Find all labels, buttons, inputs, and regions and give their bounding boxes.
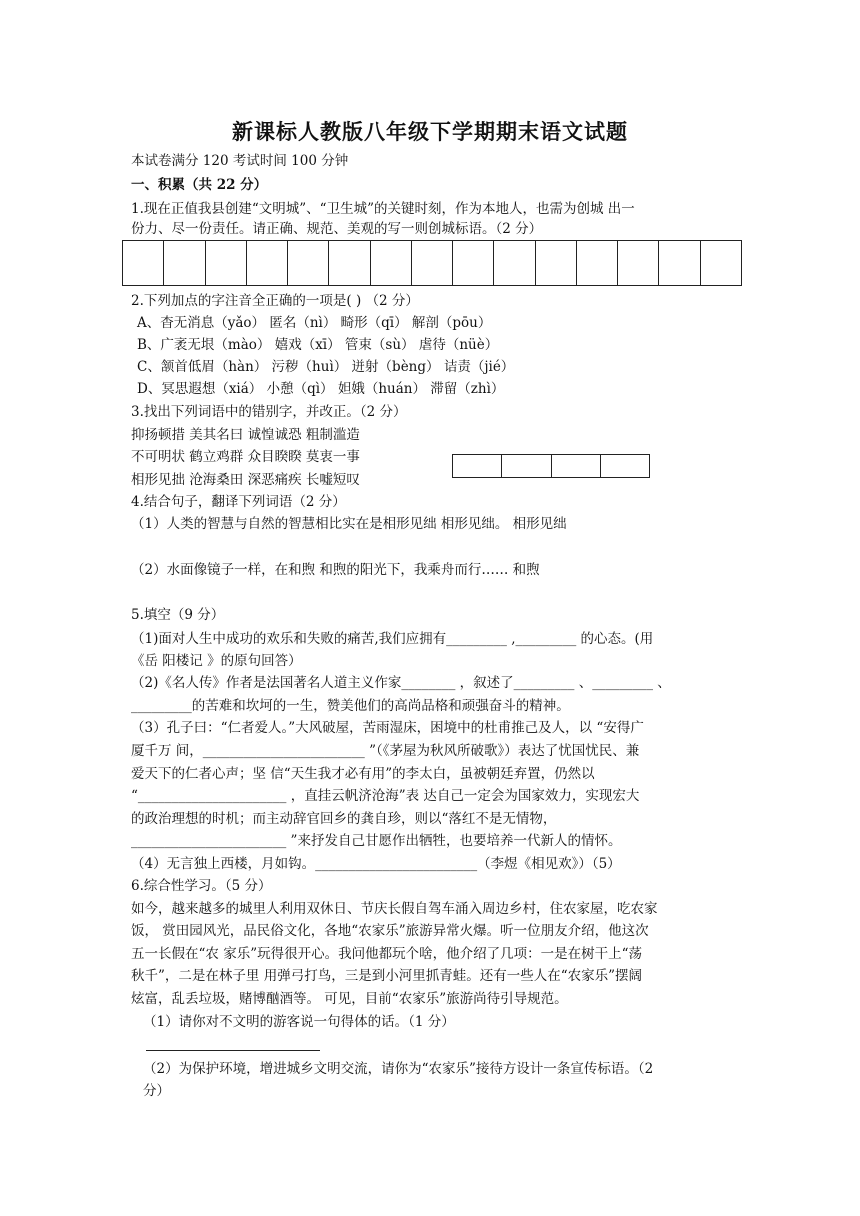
q5-part3-line2: 厦千万 间，________________________ ”（《茅屋为秋风所破歌》）表达了忧国忧民、兼 xyxy=(131,743,640,759)
q4-stem: 4.结合句子，翻译下列词语（2 分） xyxy=(131,494,346,510)
q5-part3-line5: 的政治理想的时机；而主动辞官回乡的龚自珍，则以“落红不是无情物， xyxy=(131,811,557,827)
q6-passage-line3: 五一长假在“农 家乐”玩得很开心。我问他都玩个啥，他介绍了几项：一是在树干上“荡 xyxy=(131,946,642,962)
q6-passage-line5: 炫富，乱丢垃圾，赌博酗酒等。 可见，目前“农家乐”旅游尚待引导规范。 xyxy=(131,991,568,1007)
answer-cell[interactable] xyxy=(453,455,502,478)
q2-option-d: D、冥思遐想（xiá） 小憩（qì） 妲娥（huán） 滞留（zhì） xyxy=(137,381,505,397)
q6-sub1: （1）请你对不文明的游客说一句得体的话。（1 分） xyxy=(143,1014,455,1030)
q5-part4: （4）无言独上西楼，月如钩。________________________（李煜《相见欢》）（5） xyxy=(131,856,621,872)
q6-passage-line4: 秋千”，二是在林子里 用弹弓打鸟，三是到小河里抓青蛙。还有一些人在“农家乐”摆阔 xyxy=(131,968,642,984)
slogan-answer-grid[interactable] xyxy=(122,240,742,286)
q2-option-b: B、广袤无垠（mào） 嬉戏（xī） 管束（sù） 虐待（nüè） xyxy=(137,337,499,353)
answer-cell[interactable] xyxy=(453,241,494,286)
answer-cell[interactable] xyxy=(535,241,576,286)
q5-part2-line2: _________的苦难和坎坷的一生，赞美他们的高尚品格和顽强奋斗的精神。 xyxy=(131,698,570,714)
q6-stem: 6.综合性学习。（5 分） xyxy=(131,878,272,894)
answer-line[interactable] xyxy=(146,1050,320,1051)
answer-cell[interactable] xyxy=(205,241,246,286)
q5-part3-line3: 爱天下的仁者心声；坚 信“天生我才必有用”的李太白，虽被朝廷弃置，仍然以 xyxy=(131,766,595,782)
answer-cell[interactable] xyxy=(288,241,329,286)
q2-stem: 2.下列加点的字注音全正确的一项是( ) （2 分） xyxy=(131,293,419,309)
q4-sentence-1: （1）人类的智慧与自然的智慧相比实在是相形见绌 相形见绌。 相形见绌 xyxy=(131,516,567,532)
section-heading: 一、积累（共 22 分） xyxy=(131,177,268,193)
answer-cell[interactable] xyxy=(329,241,370,286)
q5-part3-line4: “______________________ ，直挂云帆济沧海”表 达自己一定会为国家效力，实现宏大 xyxy=(131,788,640,804)
answer-cell[interactable] xyxy=(551,455,600,478)
exam-meta: 本试卷满分 120 考试时间 100 分钟 xyxy=(131,153,349,169)
answer-cell[interactable] xyxy=(618,241,659,286)
q2-option-a: A、杳无消息（yǎo） 匿名（nì） 畸形（qī） 解剖（pōu） xyxy=(137,315,492,331)
q6-passage-line1: 如今，越来越多的城里人利用双休日、节庆长假自驾车涌入周边乡村，住农家屋，吃农家 xyxy=(131,901,658,917)
q3-stem: 3.找出下列词语中的错别字，并改正。（2 分） xyxy=(131,404,407,420)
q5-part3-line6: _______________________ ”来抒发自己甘愿作出牺牲，也要培养一代新人的情怀。 xyxy=(131,833,622,849)
q3-words-row3: 相形见拙 沧海桑田 深恶痛疾 长嘘短叹 xyxy=(131,472,360,488)
q1-line1: 1.现在正值我县创建“文明城”、“卫生城”的关键时刻，作为本地人，也需为创城 出一 xyxy=(131,201,635,217)
q5-part3-line1: （3）孔子曰：“仁者爱人。”大风破屋，苦雨湿床，困境中的杜甫推己及人，以 “安得广 xyxy=(131,720,644,736)
q6-sub2-line2: 分） xyxy=(143,1083,170,1099)
answer-cell[interactable] xyxy=(164,241,205,286)
answer-cell[interactable] xyxy=(494,241,535,286)
answer-cell[interactable] xyxy=(370,241,411,286)
page-title: 新课标人教版八年级下学期期末语文试题 xyxy=(232,119,628,144)
q5-part2-line1: （2)《名人传》作者是法国著名人道主义作家________ ，叙述了_________ 、_________ 、 xyxy=(131,675,671,691)
answer-cell[interactable] xyxy=(576,241,617,286)
answer-cell[interactable] xyxy=(600,455,649,478)
answer-cell[interactable] xyxy=(659,241,700,286)
answer-cell[interactable] xyxy=(502,455,551,478)
answer-cell[interactable] xyxy=(246,241,287,286)
q5-stem: 5.填空（9 分） xyxy=(131,607,225,623)
q5-part1-line1: （1)面对人生中成功的欢乐和失败的痛苦,我们应拥有_________ ,_________ 的心态。(用 xyxy=(131,631,654,647)
q5-part1-line2: 《岳 阳楼记 》的原句回答） xyxy=(131,653,302,669)
q3-words-row1: 抑扬顿措 美其名曰 诚惶诚恐 粗制滥造 xyxy=(131,427,360,443)
q1-line2: 份力、尽一份责任。请正确、规范、美观的写一则创城标语。（2 分） xyxy=(131,221,543,237)
q2-option-c: C、颔首低眉（hàn） 污秽（huì） 迸射（bèng） 诘责（jié） xyxy=(137,359,515,375)
answer-cell[interactable] xyxy=(700,241,741,286)
answer-cell[interactable] xyxy=(123,241,164,286)
correction-answer-grid[interactable] xyxy=(452,454,650,478)
q4-sentence-2: （2）水面像镜子一样，在和煦 和煦的阳光下，我乘舟而行…… 和煦 xyxy=(131,562,540,578)
q6-sub2-line1: （2）为保护环境，增进城乡文明交流，请你为“农家乐”接待方设计一条宣传标语。（2 xyxy=(143,1061,654,1077)
answer-cell[interactable] xyxy=(411,241,452,286)
q6-passage-line2: 饭， 赏田园风光，品民俗文化，各地“农家乐”旅游异常火爆。听一位朋友介绍，他这次 xyxy=(131,923,649,939)
q3-words-row2: 不可明状 鹤立鸡群 众目睽睽 莫衷一事 xyxy=(131,449,360,465)
